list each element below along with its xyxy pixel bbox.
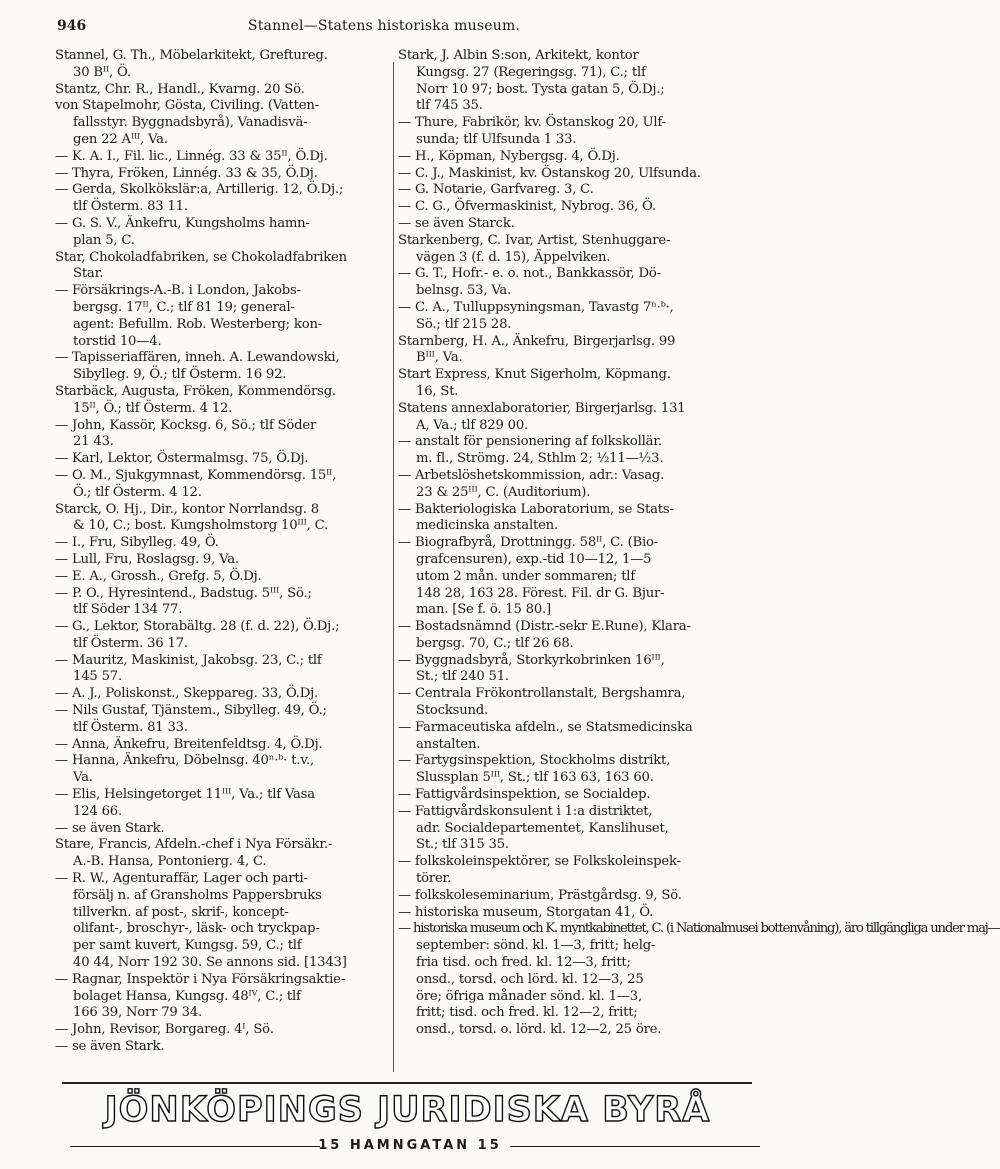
- directory-line: Va.: [73, 770, 93, 786]
- directory-line: — Fattigvårdsinspektion, se Socialdep.: [398, 787, 651, 803]
- directory-line: olifant-, broschyr-, läsk- och tryckpap-: [73, 921, 320, 937]
- directory-line: anstalten.: [416, 736, 481, 752]
- directory-line: — R. W., Agenturaffär, Lager och parti-: [55, 871, 308, 887]
- directory-line: Statens annexlaboratorier, Birgerjarlsg. 131: [398, 400, 686, 416]
- directory-line: tlf Österm. 36 17.: [73, 635, 188, 651]
- directory-line: — Farmaceutiska afdeln., se Statsmedicinska: [398, 719, 693, 735]
- directory-line: öre; öfriga månader sönd. kl. 1—3,: [416, 988, 642, 1004]
- directory-line: — Ragnar, Inspektör i Nya Försäkringsaktie-: [55, 971, 345, 987]
- directory-line: — Arbetslöshetskommission, adr.: Vasag.: [398, 467, 665, 483]
- directory-line: — Gerda, Skolkökslär:a, Artillerig. 12, Ö.Dj.;: [55, 182, 344, 198]
- directory-line: 166 39, Norr 79 34.: [73, 1005, 202, 1021]
- directory-line: per samt kuvert, Kungsg. 59, C.; tlf: [73, 938, 302, 954]
- directory-line: — John, Revisor, Borgareg. 4ᴵ, Sö.: [55, 1022, 274, 1038]
- directory-line: 15ᴵᴵ, Ö.; tlf Österm. 4 12.: [73, 400, 233, 416]
- directory-line: Ö.; tlf Österm. 4 12.: [73, 484, 202, 500]
- directory-line: tlf Österm. 83 11.: [73, 199, 188, 215]
- directory-line: — historiska museum och K. myntkabinettet, C. (i Nationalmusei bottenvåning), äro tillgängliga under maj—: [398, 921, 1000, 937]
- directory-line: 124 66.: [73, 803, 122, 819]
- directory-line: 148 28, 163 28. Förest. Fil. dr G. Bjur-: [416, 585, 665, 601]
- page-number: 946: [57, 18, 87, 34]
- running-title: Stannel—Statens historiska museum.: [247, 18, 521, 34]
- directory-line: fritt; tisd. och fred. kl. 12—2, fritt;: [416, 1005, 638, 1021]
- directory-line: 145 57.: [73, 669, 122, 685]
- directory-line: 21 43.: [73, 434, 114, 450]
- directory-line: — G. T., Hofr.- e. o. not., Bankkassör, Dö-: [398, 266, 661, 282]
- directory-line: — K. A. I., Fil. lic., Linnég. 33 & 35ᴵᴵ, Ö.Dj.: [55, 148, 328, 164]
- directory-line: Starkenberg, C. Ivar, Artist, Stenhuggare-: [398, 232, 671, 248]
- directory-line: Norr 10 97; bost. Tysta gatan 5, Ö.Dj.;: [416, 81, 665, 97]
- directory-line: — E. A., Grossh., Grefg. 5, Ö.Dj.: [55, 568, 262, 584]
- directory-line: — Fattigvårdskonsulent i 1:a distriktet,: [398, 803, 653, 819]
- directory-line: Bᴵᴵᴵ, Va.: [416, 350, 463, 366]
- directory-line: torstid 10—4.: [73, 333, 162, 349]
- directory-line: sunda; tlf Ulfsunda 1 33.: [416, 131, 577, 147]
- directory-line: — Fartygsinspektion, Stockholms distrikt,: [398, 753, 671, 769]
- directory-line: Stark, J. Albin S:son, Arkitekt, kontor: [398, 48, 639, 63]
- directory-line: — Försäkrings-A.-B. i London, Jakobs-: [55, 283, 301, 299]
- directory-line: Starnberg, H. A., Änkefru, Birgerjarlsg. 99: [398, 333, 676, 349]
- directory-line: — Centrala Frökontrollanstalt, Bergshamra,: [398, 686, 686, 702]
- directory-line: — se även Stark.: [55, 1039, 165, 1055]
- directory-line: — Bakteriologiska Laboratorium, se Stats-: [398, 501, 674, 517]
- directory-line: St.; tlf 315 35.: [416, 837, 509, 853]
- address-text: 15 HAMNGATAN 15: [318, 1138, 502, 1153]
- directory-line: fria tisd. och fred. kl. 12—3, fritt;: [416, 955, 631, 971]
- right-column: [398, 48, 1000, 1039]
- directory-line: — folkskoleinspektörer, se Folkskoleinspek-: [398, 854, 681, 870]
- directory-line: plan 5, C.: [73, 232, 135, 248]
- directory-line: 23 & 25ᴵᴵᴵ, C. (Auditorium).: [416, 484, 591, 500]
- directory-line: — se även Starck.: [398, 215, 515, 231]
- directory-line: Starck, O. Hj., Dir., kontor Norrlandsg. 8: [55, 501, 319, 517]
- directory-line: — O. M., Sjukgymnast, Kommendörsg. 15ᴵᴵ,: [55, 467, 337, 483]
- directory-line: grafcensuren), exp.-tid 10—12, 1—5: [416, 551, 652, 567]
- directory-line: försälj n. af Gransholms Pappersbruks: [73, 887, 322, 903]
- directory-line: bolaget Hansa, Kungsg. 48ᴵⱽ, C.; tlf: [73, 988, 301, 1004]
- directory-line: — Elis, Helsingetorget 11ᴵᴵᴵ, Va.; tlf Vasa: [55, 787, 315, 803]
- directory-line: medicinska anstalten.: [416, 518, 558, 534]
- directory-line: fallsstyr. Byggnadsbyrå), Vanadisvä-: [73, 115, 308, 131]
- directory-line: — folkskoleseminarium, Prästgårdsg. 9, Sö.: [398, 887, 682, 903]
- directory-line: — Lull, Fru, Roslagsg. 9, Va.: [55, 551, 239, 567]
- directory-line: Stannel, G. Th., Möbelarkitekt, Greftureg.: [55, 48, 328, 63]
- directory-line: — Thure, Fabrikör, kv. Östanskog 20, Ulf-: [398, 115, 666, 131]
- directory-line: vägen 3 (f. d. 15), Äppelviken.: [416, 249, 611, 265]
- column-divider: [393, 62, 394, 1072]
- directory-line: — G., Lektor, Storabältg. 28 (f. d. 22), Ö.Dj.;: [55, 619, 340, 635]
- directory-line: — I., Fru, Sibylleg. 49, Ö.: [55, 535, 219, 551]
- directory-line: Stantz, Chr. R., Handl., Kvarng. 20 Sö.: [55, 81, 305, 97]
- directory-line: — H., Köpman, Nybergsg. 4, Ö.Dj.: [398, 148, 620, 164]
- directory-line: Sibylleg. 9, Ö.; tlf Österm. 16 92.: [73, 367, 287, 383]
- directory-line: 40 44, Norr 192 30. Se annons sid. [1343]: [73, 955, 347, 971]
- directory-line: von Stapelmohr, Gösta, Civiling. (Vatten-: [55, 98, 319, 114]
- directory-line: Slussplan 5ᴵᴵᴵ, St.; tlf 163 63, 163 60.: [416, 770, 654, 786]
- directory-line: — Tapisseriaffären, inneh. A. Lewandowski,: [55, 350, 340, 366]
- directory-line: — C. A., Tulluppsyningsman, Tavastg 7ⁿ·ᵇ·,: [398, 299, 674, 315]
- directory-line: — Bostadsnämnd (Distr.-sekr E.Rune), Klara-: [398, 619, 691, 635]
- directory-line: tlf Österm. 81 33.: [73, 719, 188, 735]
- directory-line: St.; tlf 240 51.: [416, 669, 509, 685]
- directory-line: belnsg. 53, Va.: [416, 283, 512, 299]
- directory-line: bergsg. 17ᴵᴵ, C.; tlf 81 19; general-: [73, 299, 295, 315]
- directory-line: — se även Stark.: [55, 820, 165, 836]
- directory-line: Stare, Francis, Afdeln.-chef i Nya Försäkr.-: [55, 837, 333, 853]
- directory-line: törer.: [416, 871, 452, 887]
- directory-line: Kungsg. 27 (Regeringsg. 71), C.; tlf: [416, 64, 646, 80]
- directory-line: Sö.; tlf 215 28.: [416, 316, 512, 332]
- directory-line: — Hanna, Änkefru, Döbelnsg. 40ⁿ·ᵇ· t.v.,: [55, 753, 315, 769]
- left-column: [55, 48, 390, 1056]
- directory-line: Starbäck, Augusta, Fröken, Kommendörsg.: [55, 383, 336, 399]
- directory-line: — anstalt för pensionering af folkskollär.: [398, 434, 662, 450]
- directory-line: — C. G., Öfvermaskinist, Nybrog. 36, Ö.: [398, 199, 656, 215]
- advertisement-title: JÖNKÖPINGS JURIDISKA BYRÅ: [104, 1090, 711, 1130]
- page-header: [0, 18, 768, 44]
- directory-line: Start Express, Knut Sigerholm, Köpmang.: [398, 367, 671, 383]
- directory-line: — G. S. V., Änkefru, Kungsholms hamn-: [55, 215, 310, 231]
- footer-rule: [62, 1082, 752, 1084]
- directory-line: Stocksund.: [416, 703, 489, 719]
- directory-line: tlf 745 35.: [416, 98, 483, 114]
- directory-line: onsd., torsd. och lörd. kl. 12—3, 25: [416, 971, 644, 987]
- directory-line: — Mauritz, Maskinist, Jakobsg. 23, C.; tlf: [55, 652, 322, 668]
- directory-line: — historiska museum, Storgatan 41, Ö.: [398, 904, 654, 920]
- directory-line: — Nils Gustaf, Tjänstem., Sibylleg. 49, Ö.;: [55, 703, 327, 719]
- directory-line: — Thyra, Fröken, Linnég. 33 & 35, Ö.Dj.: [55, 165, 318, 181]
- directory-line: man. [Se f. ö. 15 80.]: [416, 602, 551, 618]
- directory-line: 16, St.: [416, 383, 459, 399]
- directory-line: — Byggnadsbyrå, Storkyrkobrinken 16ᴵᴵᴵ,: [398, 652, 665, 668]
- directory-line: utom 2 mån. under sommaren; tlf: [416, 568, 635, 584]
- advertisement-address: [60, 1138, 760, 1154]
- directory-line: agent: Befullm. Rob. Westerberg; kon-: [73, 316, 322, 332]
- directory-line: tlf Söder 134 77.: [73, 602, 183, 618]
- directory-line: onsd., torsd. o. lörd. kl. 12—2, 25 öre.: [416, 1022, 662, 1038]
- directory-line: — Anna, Änkefru, Breitenfeldtsg. 4, Ö.Dj.: [55, 736, 323, 752]
- directory-line: A, Va.; tlf 829 00.: [416, 417, 529, 433]
- directory-line: m. fl., Strömg. 24, Sthlm 2; ½11—½3.: [416, 451, 664, 467]
- directory-line: & 10, C.; bost. Kungsholmstorg 10ᴵᴵᴵ, C.: [73, 518, 329, 534]
- directory-line: tillverkn. af post-, skrif-, koncept-: [73, 904, 289, 920]
- directory-line: bergsg. 70, C.; tlf 26 68.: [416, 635, 574, 651]
- directory-line: Star, Chokoladfabriken, se Chokoladfabriken: [55, 249, 347, 265]
- directory-line: september: sönd. kl. 1—3, fritt; helg-: [416, 938, 656, 954]
- directory-line: — C. J., Maskinist, kv. Östanskog 20, Ulfsunda.: [398, 165, 701, 181]
- directory-line: A.-B. Hansa, Pontonierg. 4, C.: [73, 854, 267, 870]
- directory-line: — John, Kassör, Kocksg. 6, Sö.; tlf Söder: [55, 417, 317, 433]
- directory-line: — A. J., Poliskonst., Skeppareg. 33, Ö.Dj.: [55, 686, 319, 702]
- directory-line: Star.: [73, 266, 104, 282]
- directory-line: adr. Socialdepartementet, Kanslihuset,: [416, 820, 669, 836]
- directory-line: — Karl, Lektor, Östermalmsg. 75, Ö.Dj.: [55, 451, 309, 467]
- directory-line: — G. Notarie, Garfvareg. 3, C.: [398, 182, 594, 198]
- directory-line: — P. O., Hyresintend., Badstug. 5ᴵᴵᴵ, Sö.;: [55, 585, 312, 601]
- directory-line: gen 22 Aᴵᴵᴵ, Va.: [73, 131, 168, 147]
- directory-line: — Biografbyrå, Drottningg. 58ᴵᴵ, C. (Bio-: [398, 535, 659, 551]
- directory-line: 30 Bᴵᴵ, Ö.: [73, 64, 131, 80]
